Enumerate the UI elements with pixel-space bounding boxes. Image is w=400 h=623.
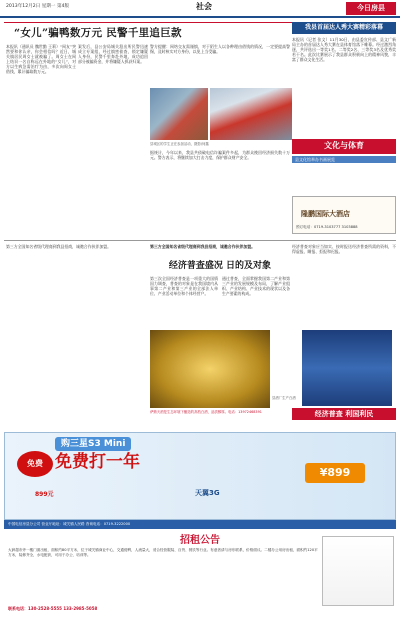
hotel-ad xyxy=(292,196,396,234)
phone-price: 899元 xyxy=(35,491,54,498)
article1-headline: “女儿”骗鸭数万元 民警千里追巨款 xyxy=(14,27,182,39)
headline-rule xyxy=(4,22,292,23)
price-tag: ¥899 xyxy=(305,463,365,483)
phone-model-title: 购三星S3 Mini xyxy=(55,437,131,451)
phone-promo-ad xyxy=(4,432,396,520)
page-header xyxy=(0,0,400,18)
liquor-bottle-photo xyxy=(150,330,270,408)
article2-intro: 第三方全国知名省级代理商到我县招商，诚邀合作伙伴加盟。 xyxy=(150,244,256,249)
econ-census-banner: 经济普查 利国利民 xyxy=(292,408,396,420)
rental-phone: 联系电话：130-2528-5555 133-2985-5058 xyxy=(8,606,98,611)
culture-banner: 文化与体育 xyxy=(292,139,396,154)
hotel-phone: 预订电话：0719-3103777 3103888 xyxy=(296,225,358,229)
storefront-photo xyxy=(322,536,394,606)
telecom-store-info: 中国电信房县分公司 营业厅地址：城关镇人民路 咨询电话：0719-3222000 xyxy=(4,520,396,529)
section-title: 社会 xyxy=(196,2,212,11)
article1-col4: 据统计，今年以来，我县共侦破电信诈骗案件多起，为群众挽回经济损失数十万元。警方表示，将继续加大打击力度，保护群众财产安全。 xyxy=(150,150,290,160)
article1-col3: 警方提醒：网络交友需谨慎，对于陌生人以各种理由借钱的情况，一定要提高警惕，及时核实对方身份，以免上当受骗。 xyxy=(150,44,290,54)
free-year-slogan: 免费打一年 xyxy=(55,452,140,472)
issue-date: 2013年12月2日 星期一 第4版 xyxy=(6,4,70,9)
article2-headline: 经济普查盛况 日的及对象 xyxy=(168,261,272,271)
rental-notice-title: 招租公告 xyxy=(180,535,220,546)
article2-notice: 第三方全国知名省级代理商到我县招商，诚邀合作伙伴加盟。 xyxy=(6,244,112,249)
sidebar-box xyxy=(292,22,396,163)
culture-subtitle: 县文化馆举办书画展览 xyxy=(292,156,396,163)
article1-photo-left xyxy=(150,88,208,140)
tianyi-logo: 天翼3G xyxy=(195,489,220,497)
liquor-ad-caption: 萨鼎天酒是生态环境下酿造的高档白酒，品质醇厚。电话：13972468391 xyxy=(150,410,262,414)
wine-gift-box-photo xyxy=(302,330,392,406)
sidebar-text: 本报讯（记者 张文）11月30日，由县委宣传部、县文广新局主办的首届达人秀大赛在县体育馆落下帷幕。经过激烈角逐，共评选出一等奖1名、二等奖2名、三等奖3名及优秀奖若干名。此次比赛展示了我县群众积极向上的精神风貌，丰富了群众文化生活。 xyxy=(292,37,396,63)
bottle-caption: 县酒厂生产白酒 xyxy=(272,396,296,400)
article1-col2: 案发后，县公安局城关派出所民警迅速成立专案组，经过缜密侦查，锁定嫌疑人身份，民警千里奔赴外地，成功追回部分被骗资金，并将嫌疑人抓获归案。 xyxy=(78,44,148,64)
article2-col3: 经济普查对象应当如实、按时报送经济普查所需的资料，不得虚报、瞒报、拒报和迟报。 xyxy=(292,244,396,254)
section-divider xyxy=(4,240,396,241)
article2-col1: 第三次全国经济普查是一项重大的国情国力调查，普查的对象是在我国境内从事第二产业和第三产业的全部法人单位、产业活动单位和个体经营户。 xyxy=(150,276,218,296)
hotel-name: 隆鹏国际大酒店 xyxy=(301,209,350,218)
article1-photo-right xyxy=(210,88,292,140)
article1-col1: 本报讯（通讯员 魏世勤 王莉）“网友”突然要和你认亲，你会相信吗？近日，城关镇居民周女士就被骗了。周女士在网上结识一名自称远在外地的“女儿”，对方以生病急需治疗为由，多次向周女士借钱，累计骗取数万元。 xyxy=(6,44,76,74)
free-badge: 免费 xyxy=(17,451,53,477)
sidebar-title: 我县首届达人秀大赛精彩落幕 xyxy=(292,22,396,34)
article2-left-column xyxy=(6,244,146,428)
article2-col2: 通过普查，全面掌握我国第二产业和第三产业的发展规模及布局，了解产业组织、产业结构、产业技术的现状以及各生产要素的构成。 xyxy=(222,276,290,296)
article1-photo-caption: 县城区的学生正在参加活动，摄影/何鑫 xyxy=(150,142,209,146)
newspaper-logo: 今日房县 xyxy=(346,2,396,15)
rental-notice-text: 大润超市旁一楼门面出租，面积约80平方米，位于城关镇商业中心，交通便利，人流量大，适合经营服装、百货、餐饮等行业。有意者请与房东联系，价格面议。二楼办公用房出租，面积约120平方米，装修齐全，水电配套，可用于办公、培训等。 xyxy=(8,548,318,557)
